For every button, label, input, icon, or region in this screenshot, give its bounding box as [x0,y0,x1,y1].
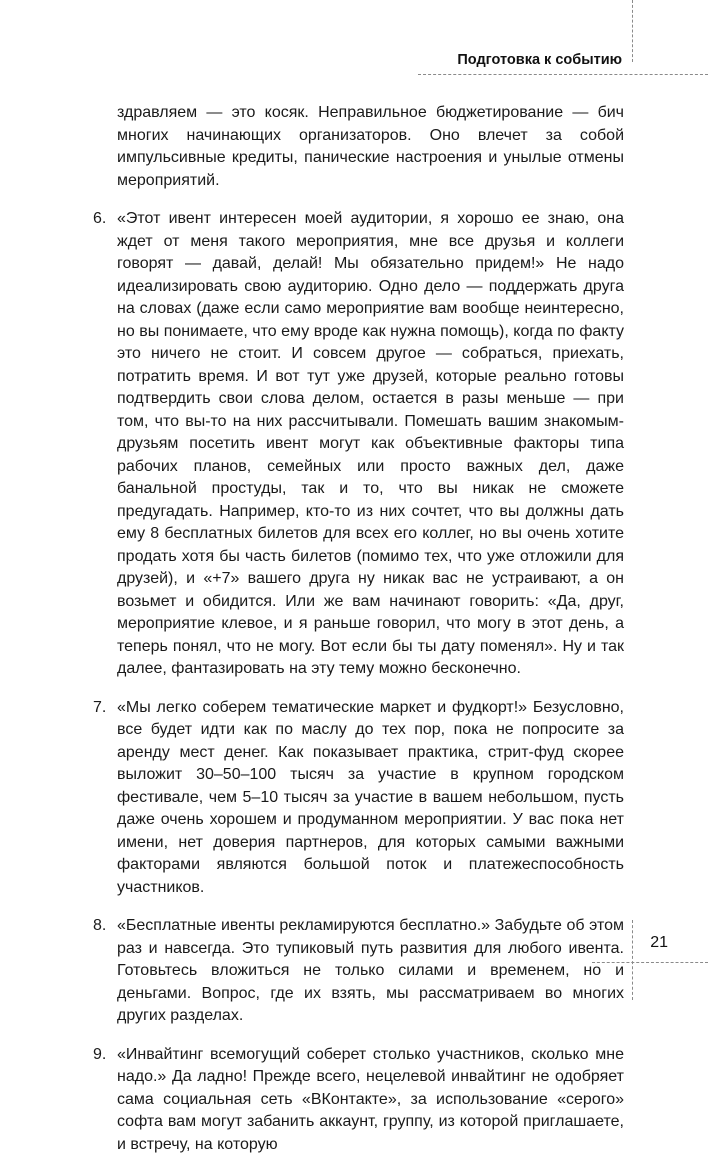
lead-paragraph: здравляем — это косяк. Неправильное бюджетирование — бич многих начинающих организаторов. Оно влечет за собой импульсивные кредиты, панические настроения и унылые отмены мероприятий. [117,104,624,189]
running-header: Подготовка к событию [457,52,622,68]
top-dashed-horizontal-line [418,74,708,75]
bottom-dashed-vertical-line [632,920,633,1000]
page-body [93,102,624,1172]
list-item-number: 9. [93,1045,107,1063]
list-item-text: «Инвайтинг всемогущий соберет столько участников, сколько мне надо.» Да ладно! Прежде всего, нецелевой инвайтинг не одобряет сама социальная сеть «ВКонтакте», за использование «серого» софта вам могут забанить аккаунт, группу, из которой приглашаете, и встречу, на которую [117,1045,624,1153]
list-item [93,915,624,1028]
list-item-text: «Мы легко соберем тематические маркет и фудкорт!» Безусловно, все будет идти как по маслу до тех пор, пока не попросите за аренду мест денег. Как показывает практика, стрит-фуд скорее выложит 30–50–100 тысяч за участие в крупном городском фестивале, чем 5–10 тысяч за участие в вашем небольшом, пусть даже очень хорошем и продуманном мероприятии. У вас пока нет имени, нет доверия партнеров, для которых самыми важными факторами являются большой поток и платежеспособность участников. [117,698,624,896]
list-item-number: 6. [93,210,107,227]
list-item-text: «Бесплатные ивенты рекламируются бесплатно.» Забудьте об этом раз и навсегда. Это тупиковый путь развития для любого ивента. Готовьтесь вложиться не только силами и временем, но и деньгами. Вопрос, где их взять, мы рассматриваем во многих других разделах. [117,917,624,1024]
top-dashed-vertical-line [632,0,633,62]
numbered-list [93,208,624,1156]
page-number: 21 [650,934,668,951]
list-item [93,697,624,900]
list-item [93,208,624,681]
list-item-number: 8. [93,917,107,934]
list-item-number: 7. [93,698,107,716]
list-item [93,1044,624,1157]
list-item-text: «Этот ивент интересен моей аудитории, я хорошо ее знаю, она ждет от меня такого мероприятия, мне все друзья и коллеги говорят — давай, делай! Мы обязательно придем!» Не надо идеализировать свою аудиторию. Одно дело — поддержать друга на словах (даже если само мероприятие вам вообще неинтересно, но вы понимаете, что ему вроде как нужна помощь), когда по факту это ничего не стоит. И совсем другое — собраться, приехать, потратить время. И вот тут уже друзей, которые реально готовы подтвердить свои слова делом, остается в разы меньше — при том, что вы-то на них рассчитывали. Помешать вашим знакомым-друзьям посетить ивент могут как объективные факторы типа рабочих планов, семейных или просто важных дел, даже банальной простуды, так и то, что вы никак не сможете предугадать. Например, кто-то из них сочтет, что вы должны дать ему 8 бесплатных билетов для всех его коллег, но вы очень хотите продать хотя бы часть билетов (помимо тех, что уже отложили для друзей), и «+7» вашего друга ну никак вас не устраивают, а он возьмет и обидится. Или же вам начинают говорить: «Да, друг, мероприятие клевое, и я раньше говорил, что могу в этот день, а теперь понял, что не могу. Вот если бы ты дату поменял». Ну и так далее, фантазировать на эту тему можно бесконечно. [117,210,624,677]
